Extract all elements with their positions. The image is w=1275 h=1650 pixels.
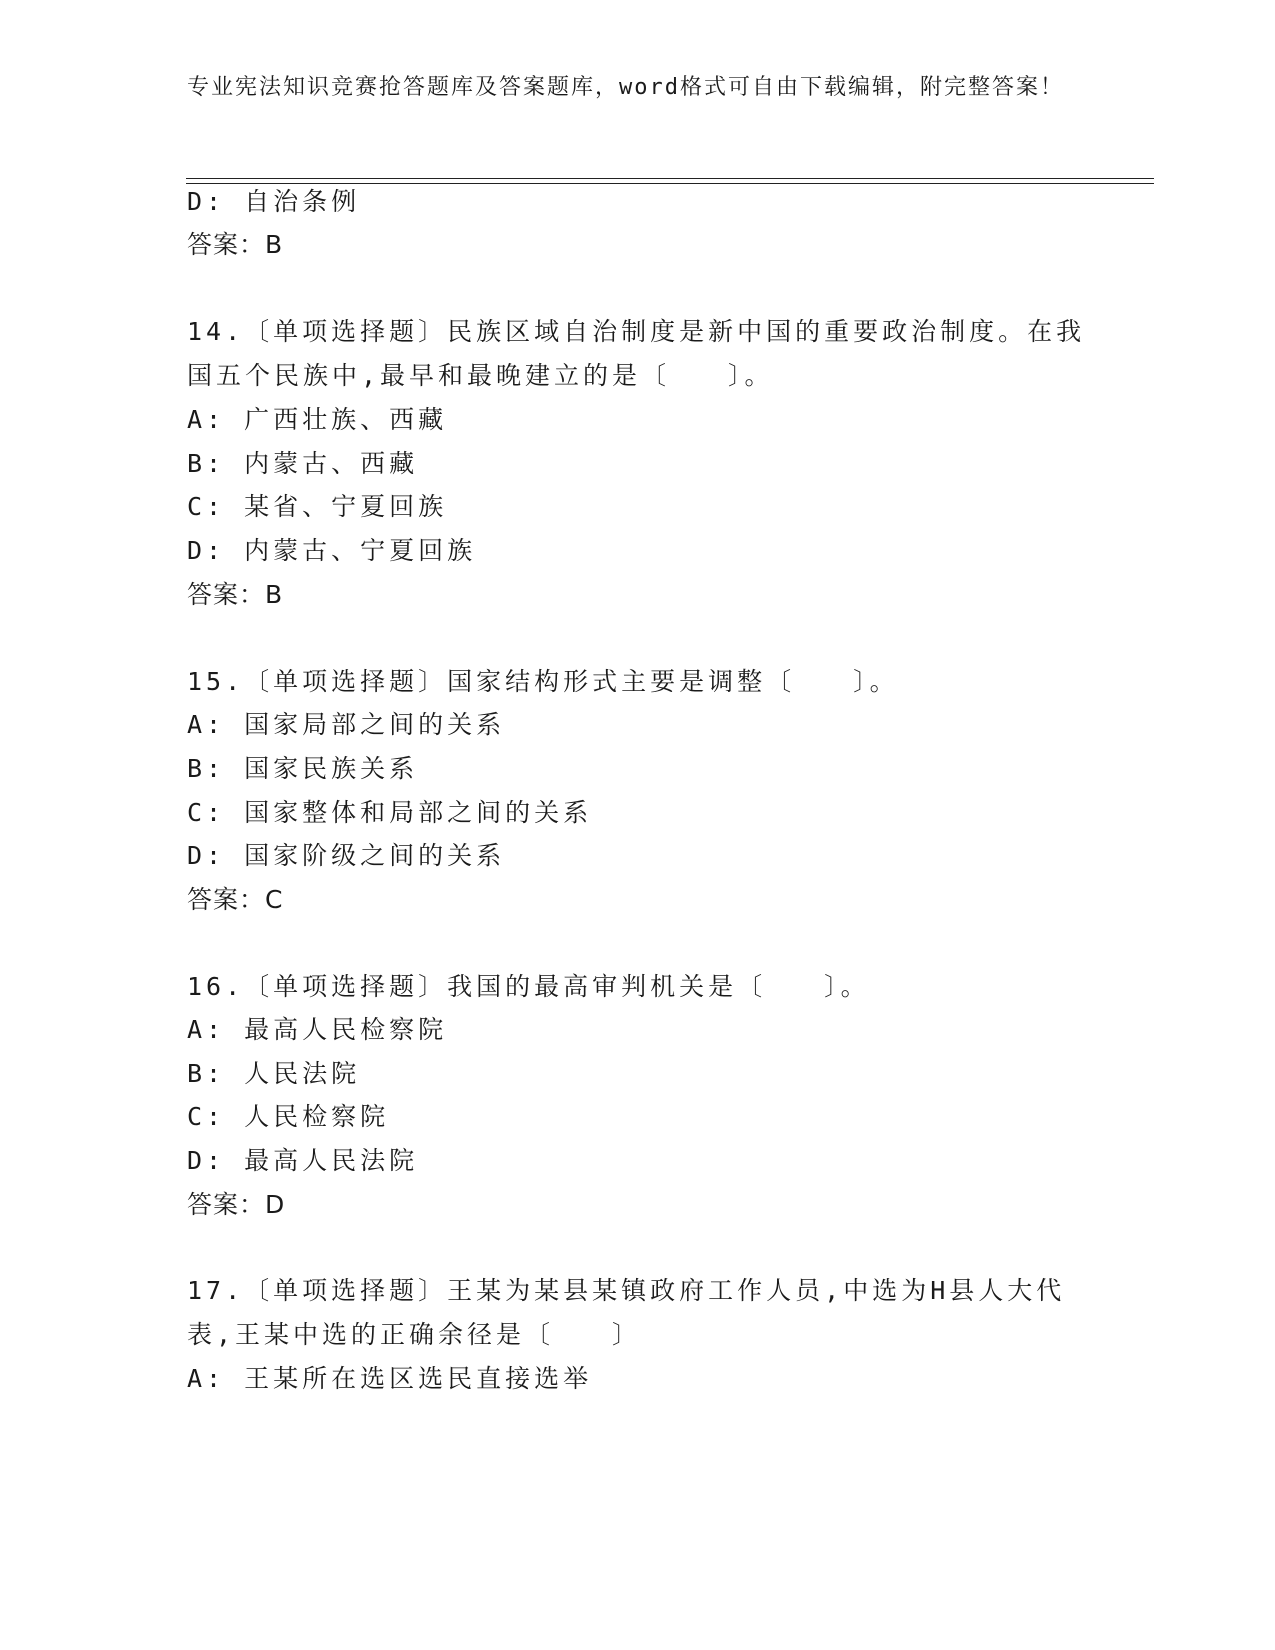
q16-option-c: C: 人民检察院 — [187, 1102, 390, 1131]
q16-option-b: B: 人民法院 — [187, 1059, 361, 1088]
q16-stem-line1: 16.〔单项选择题〕我国的最高审判机关是〔 〕。 — [187, 972, 870, 1001]
header-rule-top — [186, 178, 1154, 179]
q14-answer: 答案：B — [187, 580, 284, 609]
q14-option-b: B: 内蒙古、西藏 — [187, 449, 419, 478]
header-rule-bottom — [186, 183, 1154, 184]
q13-option-d: D: 自治条例 — [187, 187, 361, 216]
q15-option-d: D: 国家阶级之间的关系 — [187, 841, 506, 870]
q14-option-a: A: 广西壮族、西藏 — [187, 405, 448, 434]
q15-option-b: B: 国家民族关系 — [187, 754, 419, 783]
q14-stem-line2: 国五个民族中,最早和最晚建立的是〔 〕。 — [187, 361, 774, 390]
q17-stem-line1: 17.〔单项选择题〕王某为某县某镇政府工作人员,中选为H县人大代 — [187, 1276, 1066, 1305]
q15-stem-line1: 15.〔单项选择题〕国家结构形式主要是调整〔 〕。 — [187, 667, 899, 696]
q17-stem-line2: 表,王某中选的正确余径是〔 〕 — [187, 1320, 642, 1349]
document-header: 专业宪法知识竞赛抢答题库及答案题库，word格式可自由下载编辑，附完整答案！ — [187, 75, 1064, 100]
q15-option-a: A: 国家局部之间的关系 — [187, 710, 506, 739]
q17-option-a: A: 王某所在选区选民直接选举 — [187, 1364, 593, 1393]
q16-option-a: A: 最高人民检察院 — [187, 1015, 448, 1044]
q15-option-c: C: 国家整体和局部之间的关系 — [187, 798, 593, 827]
q14-option-d: D: 内蒙古、宁夏回族 — [187, 536, 477, 565]
q16-answer: 答案：D — [187, 1190, 286, 1219]
q16-option-d: D: 最高人民法院 — [187, 1146, 419, 1175]
q13-answer: 答案：B — [187, 230, 284, 259]
q14-stem-line1: 14.〔单项选择题〕民族区域自治制度是新中国的重要政治制度。在我 — [187, 317, 1086, 346]
q14-option-c: C: 某省、宁夏回族 — [187, 492, 448, 521]
q15-answer: 答案：C — [187, 885, 284, 914]
